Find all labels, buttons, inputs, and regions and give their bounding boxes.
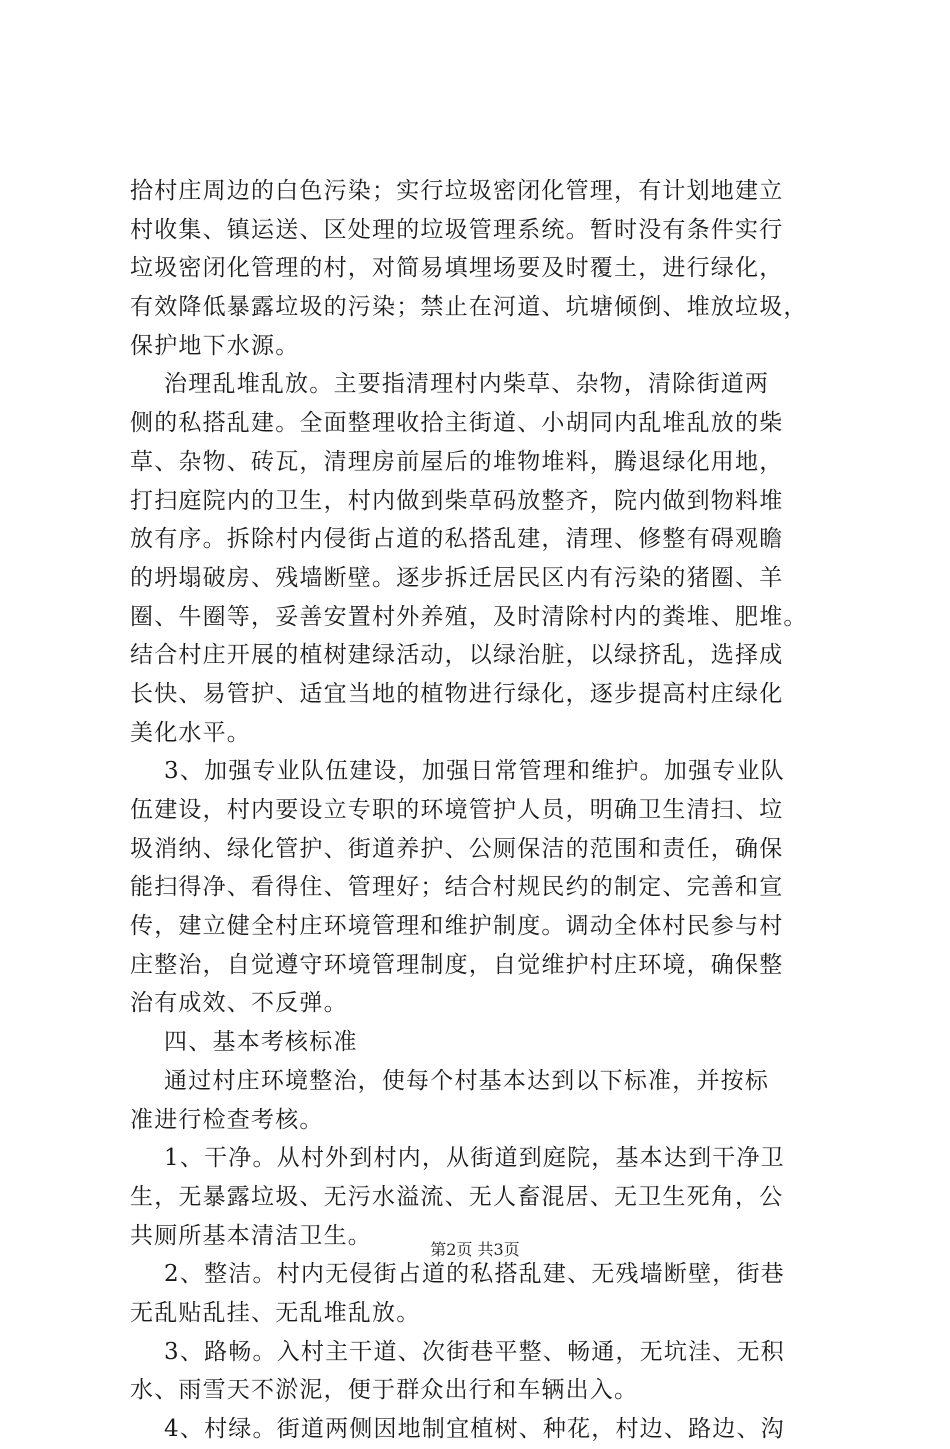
- text-line: 垃圾密闭化管理的村，对简易填埋场要及时覆土，进行绿化，: [130, 255, 784, 282]
- text-line: 准进行检查考核。: [130, 1106, 324, 1133]
- text-line: 能扫得净、看得住、管理好；结合村规民约的制定、完善和宣: [130, 874, 784, 901]
- text-line: 打扫庭院内的卫生，村内做到柴草码放整齐，院内做到物料堆: [130, 487, 784, 514]
- text-line: 无乱贴乱挂、无乱堆乱放。: [130, 1299, 421, 1326]
- text-line: 的坍塌破房、残墙断壁。逐步拆迁居民区内有污染的猪圈、羊: [130, 564, 784, 591]
- page-footer: 第2页 共3页: [430, 1240, 520, 1259]
- text-line: 长快、易管护、适宜当地的植物进行绿化，逐步提高村庄绿化: [130, 680, 784, 707]
- text-line: 庄整治，自觉遵守环境管理制度，自觉维护村庄环境，确保整: [130, 951, 784, 978]
- text-line: 传，建立健全村庄环境管理和维护制度。调动全体村民参与村: [130, 913, 784, 940]
- text-line: 1、干净。从村外到村内，从街道到庭院，基本达到干净卫: [130, 1145, 785, 1172]
- text-line: 通过村庄环境整治，使每个村基本达到以下标准，并按标: [130, 1067, 770, 1094]
- text-line: 草、杂物、砖瓦，清理房前屋后的堆物堆料，腾退绿化用地，: [130, 448, 784, 475]
- text-line: 治有成效、不反弹。: [130, 990, 348, 1017]
- text-line: 拾村庄周边的白色污染；实行垃圾密闭化管理，有计划地建立: [130, 178, 784, 204]
- text-line: 2、整洁。村内无侵街占道的私搭乱建、无残墙断壁，街巷: [130, 1261, 785, 1288]
- text-line: 3、路畅。入村主干道、次街巷平整、畅通，无坑洼、无积: [130, 1338, 785, 1365]
- text-line: 治理乱堆乱放。主要指清理村内柴草、杂物，清除街道两: [130, 371, 770, 398]
- text-line: 村收集、镇运送、区处理的垃圾管理系统。暂时没有条件实行: [130, 216, 784, 243]
- text-line: 美化水平。: [130, 719, 251, 746]
- text-line: 3、加强专业队伍建设，加强日常管理和维护。加强专业队: [130, 758, 785, 785]
- text-line: 水、雨雪天不淤泥，便于群众出行和车辆出入。: [130, 1377, 639, 1404]
- text-line: 保护地下水源。: [130, 332, 300, 359]
- text-line: 4、村绿。街道两侧因地制宜植树、种花，村边、路边、沟: [130, 1416, 785, 1442]
- text-line: 生，无暴露垃圾、无污水溢流、无人畜混居、无卫生死角，公: [130, 1183, 784, 1210]
- text-line: 侧的私搭乱建。全面整理收拾主街道、小胡同内乱堆乱放的柴: [130, 410, 784, 437]
- text-line: 结合村庄开展的植树建绿活动，以绿治脏，以绿挤乱，选择成: [130, 642, 784, 669]
- text-line: 圈、牛圈等，妥善安置村外养殖，及时清除村内的粪堆、肥堆。: [130, 603, 808, 630]
- section-heading: 四、基本考核标准: [130, 1029, 358, 1056]
- text-line: 有效降低暴露垃圾的污染；禁止在河道、坑塘倾倒、堆放垃圾，: [130, 294, 808, 321]
- text-line: 圾消纳、绿化管护、街道养护、公厕保洁的范围和责任，确保: [130, 835, 784, 862]
- text-line: 共厕所基本清洁卫生。: [130, 1222, 372, 1249]
- text-line: 伍建设，村内要设立专职的环境管护人员，明确卫生清扫、垃: [130, 797, 784, 823]
- text-line: 放有序。拆除村内侵街占道的私搭乱建，清理、修整有碍观瞻: [130, 526, 784, 553]
